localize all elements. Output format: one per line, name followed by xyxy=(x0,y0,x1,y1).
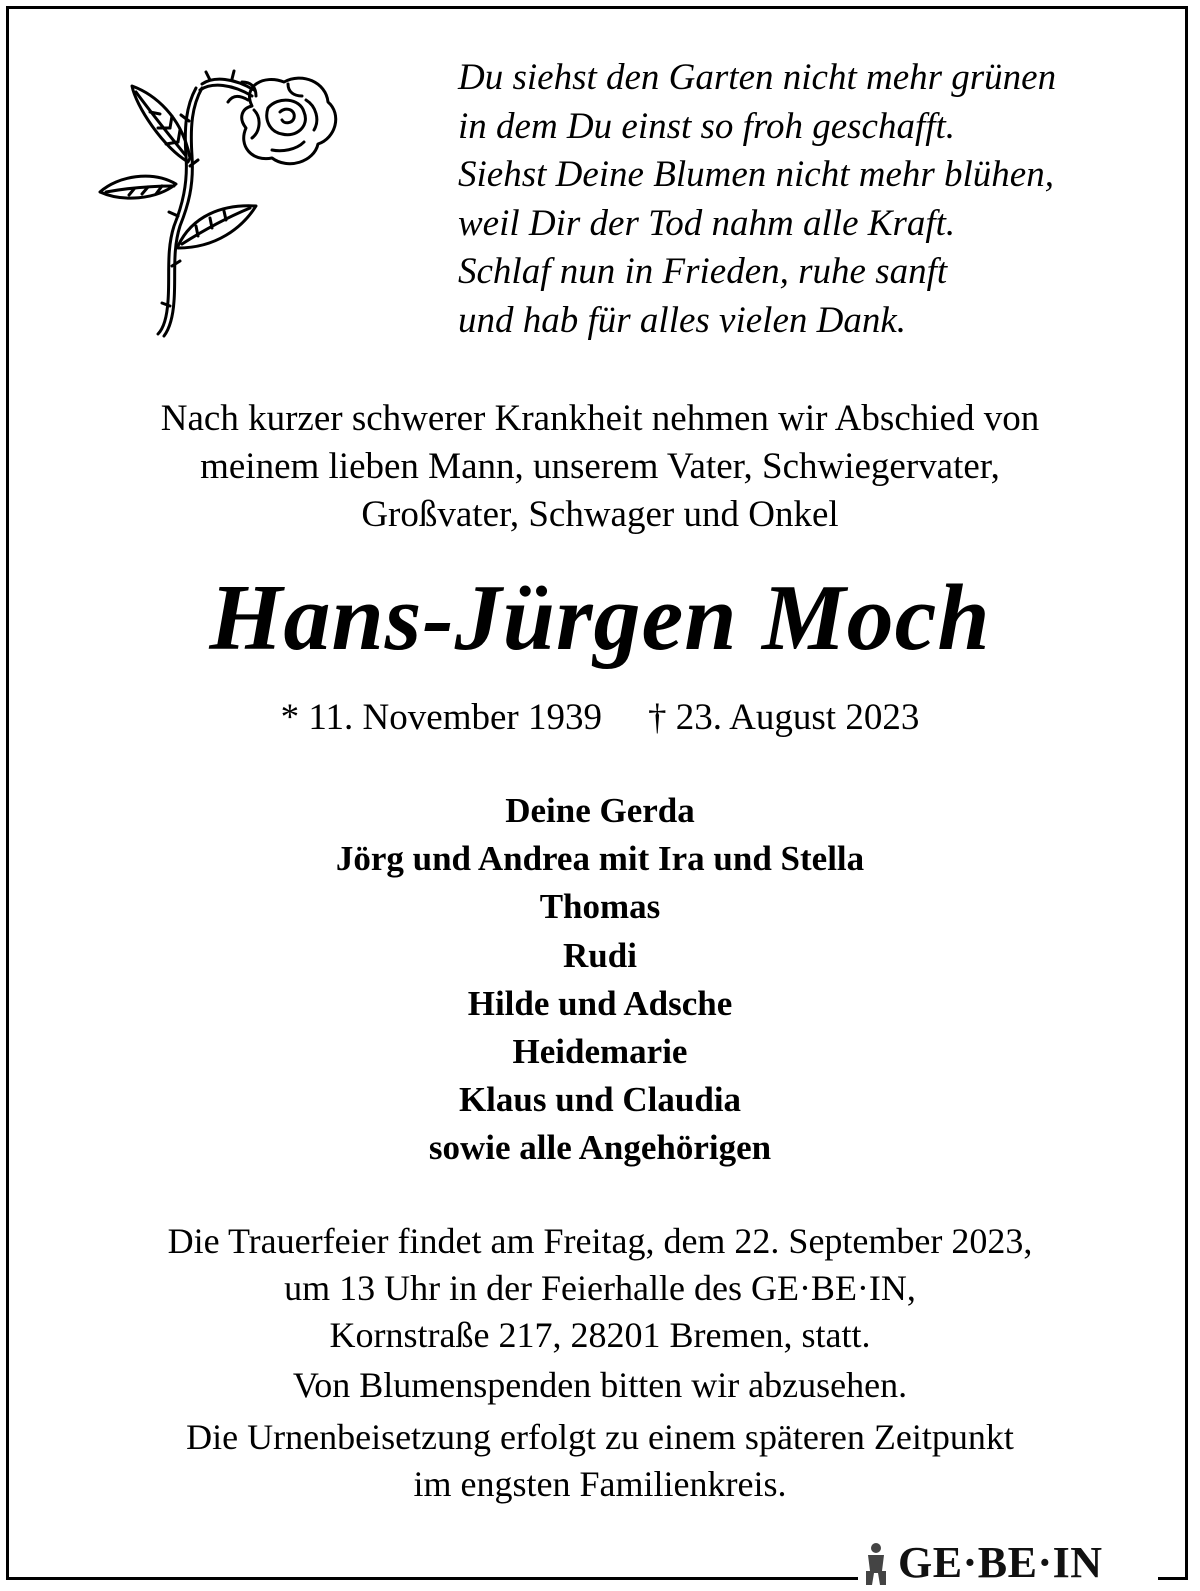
flowers-note: Von Blumenspenden bitten wir abzusehen. xyxy=(292,1365,908,1405)
death-date: † 23. August 2023 xyxy=(647,697,920,738)
poem-line: und hab für alles vielen Dank. xyxy=(458,299,907,341)
urn-info xyxy=(0,1414,1200,1508)
logo-text: GE·BE·IN xyxy=(898,1538,1103,1587)
funeral-line: um 13 Uhr in der Feierhalle des GE·BE·IN, xyxy=(284,1268,916,1308)
intro-text xyxy=(0,395,1200,539)
funeral-line: Die Trauerfeier findet am Freitag, dem 22. September 2023, xyxy=(167,1221,1033,1261)
gebein-logo xyxy=(858,1538,1158,1588)
poem-line: Siehst Deine Blumen nicht mehr blühen, xyxy=(458,154,1054,195)
figure-icon xyxy=(858,1541,894,1585)
birth-date: * 11. November 1939 xyxy=(280,697,602,738)
deceased-name: Hans-Jürgen Moch xyxy=(209,566,991,670)
urn-line: im engsten Familienkreis. xyxy=(413,1464,787,1504)
family-member: Rudi xyxy=(563,935,637,975)
family-list xyxy=(0,787,1200,1173)
intro-line: Großvater, Schwager und Onkel xyxy=(361,494,839,535)
family-member: Jörg und Andrea mit Ira und Stella xyxy=(335,839,865,879)
family-member: Thomas xyxy=(539,887,661,927)
life-dates xyxy=(0,694,1200,742)
family-member: Klaus und Claudia xyxy=(458,1080,742,1120)
family-member: Heidemarie xyxy=(512,1032,688,1072)
poem xyxy=(458,54,1178,345)
family-member: Deine Gerda xyxy=(505,791,695,830)
family-member: Hilde und Adsche xyxy=(467,983,733,1023)
poem-line: in dem Du einst so froh geschafft. xyxy=(458,105,956,147)
funeral-info xyxy=(0,1218,1200,1359)
funeral-line: Kornstraße 217, 28201 Bremen, statt. xyxy=(329,1315,871,1355)
urn-line: Die Urnenbeisetzung erfolgt zu einem späteren Zeitpunkt xyxy=(186,1417,1014,1457)
family-member: sowie alle Angehörigen xyxy=(428,1128,772,1168)
intro-line: meinem lieben Mann, unserem Vater, Schwiegervater, xyxy=(200,446,1000,487)
poem-line: Schlaf nun in Frieden, ruhe sanft xyxy=(458,251,948,292)
intro-line: Nach kurzer schwerer Krankheit nehmen wir Abschied von xyxy=(160,398,1040,439)
poem-line: weil Dir der Tod nahm alle Kraft. xyxy=(458,202,956,244)
rose-icon xyxy=(92,66,352,346)
poem-line: Du siehst den Garten nicht mehr grünen xyxy=(458,57,1057,98)
